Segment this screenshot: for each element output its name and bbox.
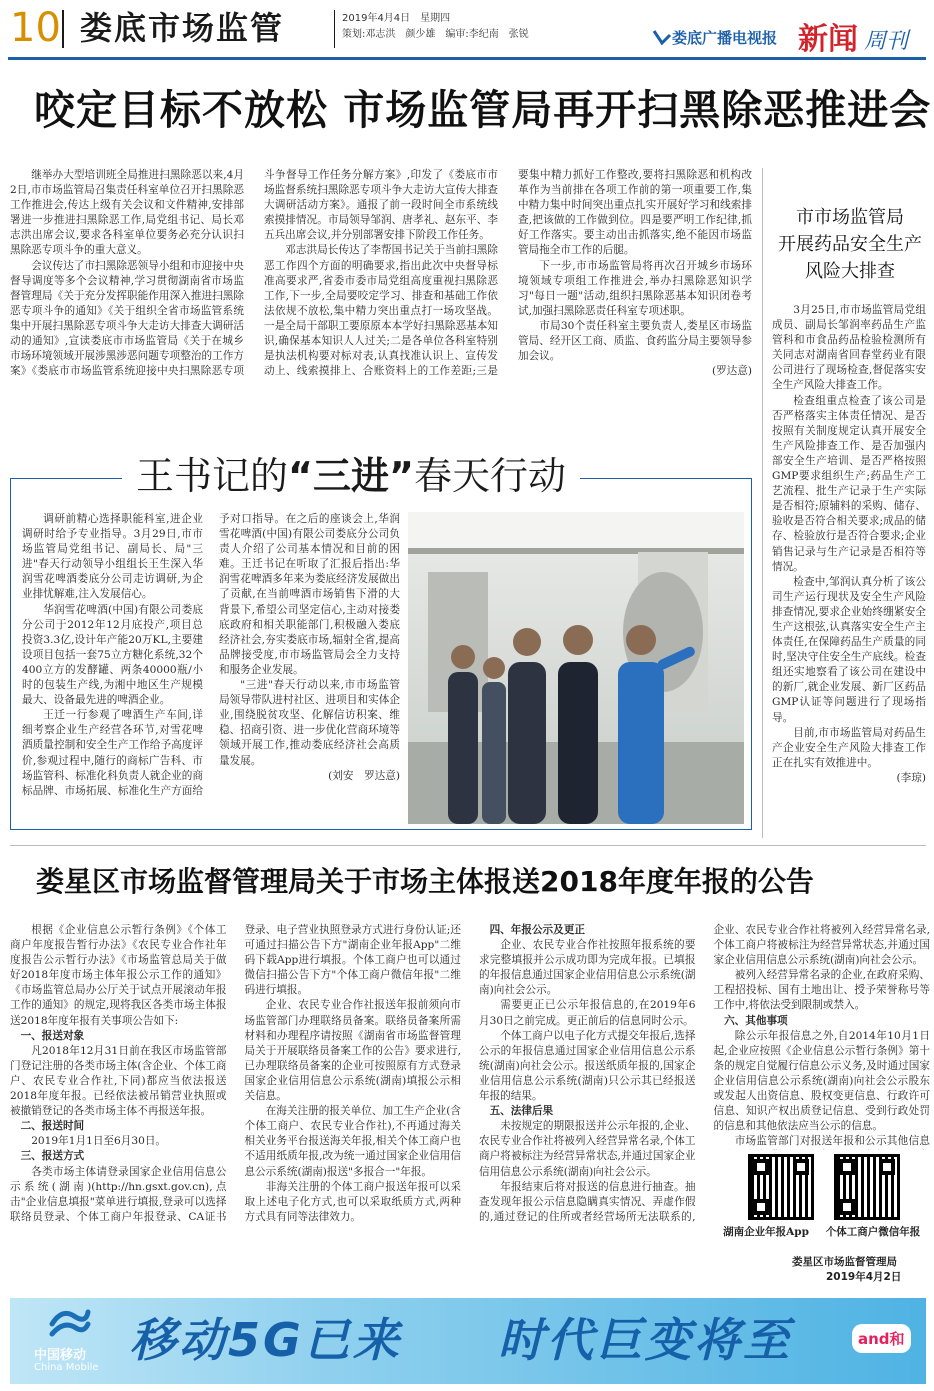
paper-name-light: 周刊 <box>864 29 909 54</box>
article3-para: 需要更正已公示年报信息的,在2019年6月30日之前完成。更正前后的信息同时公示。 <box>479 999 696 1027</box>
article3-para: 凡2018年12月31日前在我区市场监管部门登记注册的各类市场主体(含企业、个体工商户、农民专业合作社,下同)都应当依法报送2018年度年报。已经依法被吊销营业执照或被撤销登记的各类市场主体不再报送年报。 <box>10 1044 227 1118</box>
notice-signature-org: 娄星区市场监督管理局 <box>792 1256 897 1268</box>
ad-brand-cn: 中国移动 <box>34 1348 87 1363</box>
article3-para: 被列入经营异常名录的企业,在政府采购、工程招投标、国有土地出让、授予荣誉称号等工作中,将依法受到限制或禁入。 <box>713 969 930 1012</box>
article3-heading: 四、年报公示及更正 <box>489 924 585 936</box>
article3-headline: 娄星区市场监督管理局关于市场主体报送2018年度年报的公告 <box>36 865 814 898</box>
article3-para: 2019年1月1日至6月30日。 <box>31 1135 167 1148</box>
article3-heading: 二、报送时间 <box>20 1120 85 1133</box>
sidebar-headline-line: 市市场监管局 <box>796 207 904 228</box>
credits: 策划:邓志洪 颜少雄 编审:李纪南 张锐 <box>342 29 529 40</box>
article3-para: 企业、农民专业合作社报送年报前须向市场监管部门办理联络员备案。联络员备案所需材料和办理程序请按照《湖南省市场监督管理局关于开展联络员备案工作的公告》要求进行,已办理联络员备案的企业可按照原有方式登录国家企业信用信息公示系统(湖南)填报公示相关信息。 <box>244 999 461 1103</box>
article1-para: 继举办大型培训班全局推进扫黑除恶以来,4月2日,市市场监管局召集责任科室单位召开扫黑除恶工作推进会,传达上级有关会议和文件精神,安排部署进一步推进扫黑除恶工作,局党组书记、局长邓志洪出席会议,要求各科室单位要务必充分认识扫黑除恶专项斗争的重大意义。 <box>10 169 244 257</box>
sidebar-headline <box>770 204 930 285</box>
article3-para: 在海关注册的报关单位、加工生产企业(含个体工商户、农民专业合作社),不再通过海关相关业务平台报送海关年报,相关个体工商户也不适用纸质年报,改为统一通过国家企业信用信息公示系统(湖南)报送"多报合一"年报。 <box>244 1105 461 1178</box>
article1-para: 下一步,市市场监管局将再次召开城乡市场环境领域专项组工作推进会,举办扫黑除恶知识学习"每日一题"活动,组织扫黑除恶基本知识闭卷考试,加强扫黑除恶责任科室专项述职。 <box>518 259 752 317</box>
qr-code-wechat-report[interactable] <box>834 1154 900 1220</box>
article3-heading: 三、报送方式 <box>20 1150 85 1163</box>
page-number: 10 <box>10 5 61 51</box>
qr-code-enterprise-app[interactable] <box>748 1154 814 1220</box>
sidebar-para: 目前,市市场监管局对药品生产企业安全生产风险大排查工作正在扎实有效推进中。 <box>772 726 926 769</box>
article3-para: 未按规定的期限报送并公示年报的,企业、农民专业合作社将被列入经营异常名录,个体工商户将被标注为经营异常状态,并通过国家企业信用信息公示系统(湖南)向社会公示。 <box>479 1120 696 1178</box>
masthead <box>0 0 934 60</box>
column-rule <box>762 168 763 838</box>
article3-heading: 六、其他事项 <box>724 1014 788 1027</box>
publisher-name: 娄底广播电视报 <box>672 29 778 47</box>
article3-heading: 五、法律后果 <box>489 1105 554 1118</box>
ad-banner[interactable] <box>10 1298 926 1384</box>
article2-headline-quote: “三进” <box>288 454 414 498</box>
article3-para: 非海关注册的个体工商户报送年报可以采取上述电子化方式,也可以采取纸质方式,两种方式具有同等法律效力。 <box>244 1180 461 1223</box>
article1-byline: (罗达意) <box>711 365 752 378</box>
sidebar-headline-line: 风险大排查 <box>805 261 895 282</box>
section-rule <box>10 845 926 846</box>
ad-slogan-left: 移动5G已来 <box>130 1313 402 1367</box>
ad-slogan-right: 时代巨变将至 <box>498 1313 792 1367</box>
article1-para: 邓志洪局长传达了李帮国书记关于当前扫黑除恶工作四个方面的明确要求,指出此次中央督导标准高要求严,省委市委市局党组高度重视扫黑除恶工作,下一步,全局要咬定学习、排查和基础工作依法依规不放松,集中精力突出重点打一场攻坚战。一是全局干部职工要原原本本学好扫黑除恶基本知识,确保基本知识人人过关;二是各单位各科室特别是执法机构要对标对表,认真找准认识上、宣传发动上、线索摸排上、合账资料上的工作差距;三是要集中精力抓好工作整改,要将扫黑除恶和机构改革作为当前排在各项工作前的第一项重要工作,集中精力集中时间突出重点扎实开展好学习和线索排查,把该做的工作做到位。四是要严明工作纪律,抓好工作落实。要主动出击抓落实,绝不能因市场监管局拖全市工作的后腿。 <box>264 169 752 378</box>
article2-byline: (刘安 罗达意) <box>328 769 400 782</box>
article2-headline-pre: 王书记的 <box>136 454 289 498</box>
article2-para: 调研前精心选择职能科室,进企业调研时给予专业指导。3月29日,市市场监管局党组书记、副局长、局"三进"春天行动领导小组组长王生深入华润雪花啤酒娄底分公司走访调研,为企业排忧解难,注入发展信心。 <box>22 513 203 601</box>
sidebar-para: 3月25日,市市场监管局党组成员、副局长邹润率药品生产监管科和市食品药品检验检测所有关同志对湖南省回春堂药业有限公司进行了现场检查,督促落实安全生产风险大排查工作。 <box>772 304 926 392</box>
article1-para: 会议传达了市扫黑除恶领导小组和市迎接中央督导调度等多个会议精神,学习贯彻湖南省市场监督管理局《关于充分发挥职能作用深入推进扫黑除恶专项斗争的通知》《关于组织全省市场监管系统集中开展扫黑除恶专项斗争大走访大排查大调研活动的通知》,宣读娄底市市场监管局《关于在城乡市场环境领域开展涉黑涉恶问题专项整治的工作方案》《娄底市市场监管系统迎接中央扫黑除恶专项斗争督导工作任务分解方案》,印发了《娄底市市场监督系统扫黑除恶专项斗争大走访大宣传大排查大调研活动方案》。通报了前一段时间全市系统线索摸排情况。市局领导邹润、唐孝礼、赵东平、李五兵出席会议,并分别部署安排下阶段工作任务。 <box>10 169 498 378</box>
sidebar-body <box>772 303 926 835</box>
issue-date: 2019年4月4日 星期四 <box>342 13 451 24</box>
article3-para: 根据《企业信息公示暂行条例》《个体工商户年度报告暂行办法》《农民专业合作社年度报告公示暂行办法》《市场监管总局关于做好2018年度市场主体年报公示工作的通知》《市场监管总局办公厅关于试点开展滚动年报工作的通知》的规定,现将我区各类市场主体报送2018年度年报有关事项公告如下: <box>10 924 227 1027</box>
qr-left-caption: 湖南企业年报App <box>723 1226 809 1238</box>
article1-para: 市局30个责任科室主要负责人,娄星区市场监管局、经开区工商、质监、食药监分局主要领导参加会议。 <box>518 319 752 363</box>
article3-para: 市场监管部门对报送年报和公示其他信息 <box>734 1135 930 1148</box>
article2-para: 华润雪花啤酒(中国)有限公司娄底分公司于2012年12月底投产,项目总投资3.3亿,设计年产能20万KL,主要建设项目包括一套75立方糖化系统,32个400立方的发酵罐、两条40000瓶/小时的包装生产线,为湘中地区生产规模最大、设备最先进的啤酒企业。 <box>22 603 203 707</box>
sidebar-para: 检查中,邹润认真分析了该公司生产运行现状及安全生产风险排查情况,要求企业始终绷紧安全生产这根弦,认真落实安全生产主体责任,在保障药品生产质量的同时,坚决守住安全生产底线。检查组还实地察看了该公司在建设中的新厂,就企业发展、新厂区药品GMP认证等问题进行了现场指导。 <box>772 575 926 724</box>
article3-para: 企业、农民专业合作社按照年报系统的要求完整填报并公示成功即为完成年报。已填报的年报信息通过国家企业信用信息公示系统(湖南)向社会公示。 <box>479 939 696 997</box>
section-title: 娄底市场监管 <box>80 9 285 47</box>
ad-brand-en: China Mobile <box>34 1362 99 1373</box>
masthead-rule <box>8 57 926 60</box>
article3-para: 除公示年报信息之外,自2014年10月1日起,企业应按照《企业信息公示暂行条例》第十条的规定自觉履行信息公示义务,及时通过国家企业信用信息公示系统(湖南)向社会公示股东或发起人出资信息、股权变更信息、行政许可信息、知识产权出质登记信息、受到行政处罚的信息和其他依法应当公示的信息。 <box>713 1029 930 1133</box>
qr-block <box>702 1150 930 1285</box>
sidebar-byline: (李琼) <box>896 771 926 784</box>
page-number-divider <box>62 10 64 48</box>
and-logo: and和 <box>852 1324 911 1353</box>
sidebar-para: 检查组重点检查了该公司是否严格落实主体责任情况、是否按照有关制度规定认真开展安全生产风险排查工作、是否加强内部安全生产培训、是否严格按照GMP要求组织生产;药品生产工艺流程、批生产记录于生产实际是否相符;原辅料的采购、储存、验收是否符合相关要求;成品的储存、检验放行是否符合要求;企业销售记录与生产记录是否相符等情况。 <box>772 394 926 573</box>
article2-para: "三进"春天行动以来,市市场监管局领导带队进村社区、进项目和实体企业,围绕脱贫攻坚、化解信访积案、维稳、招商引资、进一步优化营商环境等领域开展工作,推动娄底经济社会高质量发展。 <box>219 679 400 767</box>
paper-name-bold: 新闻 <box>798 22 858 57</box>
article2-para: 王迁一行参观了啤酒生产车间,详细考察企业生产经营各环节,对雪花啤酒质量控制和安全生产工作给予高度评价,参观过程中,随行的商标广告科、市场监管科、标准化科负责人就企业的商标品牌、市场拓展、标准化生产方面给予对口指导。在之后的座谈会上,华润雪花啤酒(中国)有限公司娄底分公司负责人介绍了公司基本情况和目前的困难。王迁书记在听取了汇报后指出:华润雪花啤酒多年来为娄底经济发展做出了贡献,在当前啤酒市场销售下滑的大背景下,希望公司坚定信心,主动对接娄底政府和相关职能部门,积极融入娄底经济社会,夯实娄底市场,辐射全省,提高品牌接受度,市市场监管局会全力支持和服务企业发展。 <box>22 513 400 797</box>
notice-signature-date: 2019年4月2日 <box>826 1271 902 1283</box>
article3-para: 年报结束后将对报送的信息进行抽查。抽查发现年报公示信息隐瞒真实情况、弄虚作假的,通过登记的住所或者经营场所无法联系的,企业、农民专业合作社将被列入经营异常名录,个体工商户将被标注为经营异常状态,并通过国家企业信用信息公示系统(湖南)向社会公示。 <box>479 924 930 1223</box>
qr-right-caption: 个体工商户微信年报 <box>825 1226 921 1238</box>
article3-heading: 一、报送对象 <box>20 1029 85 1042</box>
article1-body <box>10 168 752 424</box>
article3-para: 各类市场主体请登录国家企业信用信息公示系统(湖南)(http://hn.gsxt.gov.cn),点击"企业信息填报"菜单进行填报,登录可以选择联络员登录、个体工商户年报登录、CA证书登录、电子营业执照登录方式进行身份认证;还可通过扫描公告下方"湖南企业年报App"二维码下载App进行填报。个体工商户也可以通过微信扫描公告下方"个体工商户微信年报"二维码进行填报。 <box>10 924 461 1223</box>
article3-para: 个体工商户以电子化方式提交年报后,选择公示的年报信息通过国家企业信用信息公示系统(湖南)向社会公示。报送纸质年报的,国家企业信用信息公示系统(湖南)只公示其已经报送年报的结果。 <box>479 1029 696 1103</box>
article1-headline: 咬定目标不放松 市场监管局再开扫黑除恶推进会 <box>34 86 932 134</box>
article2-headline <box>122 448 580 504</box>
publisher-swoosh-icon <box>652 27 672 47</box>
china-mobile-logo-icon <box>48 1306 92 1340</box>
title-divider <box>334 10 335 48</box>
article2-headline-post: 春天行动 <box>413 454 566 498</box>
sidebar-headline-line: 开展药品安全生产 <box>778 234 922 255</box>
article2-body <box>22 512 400 824</box>
brewery-visit-photo <box>408 512 744 824</box>
